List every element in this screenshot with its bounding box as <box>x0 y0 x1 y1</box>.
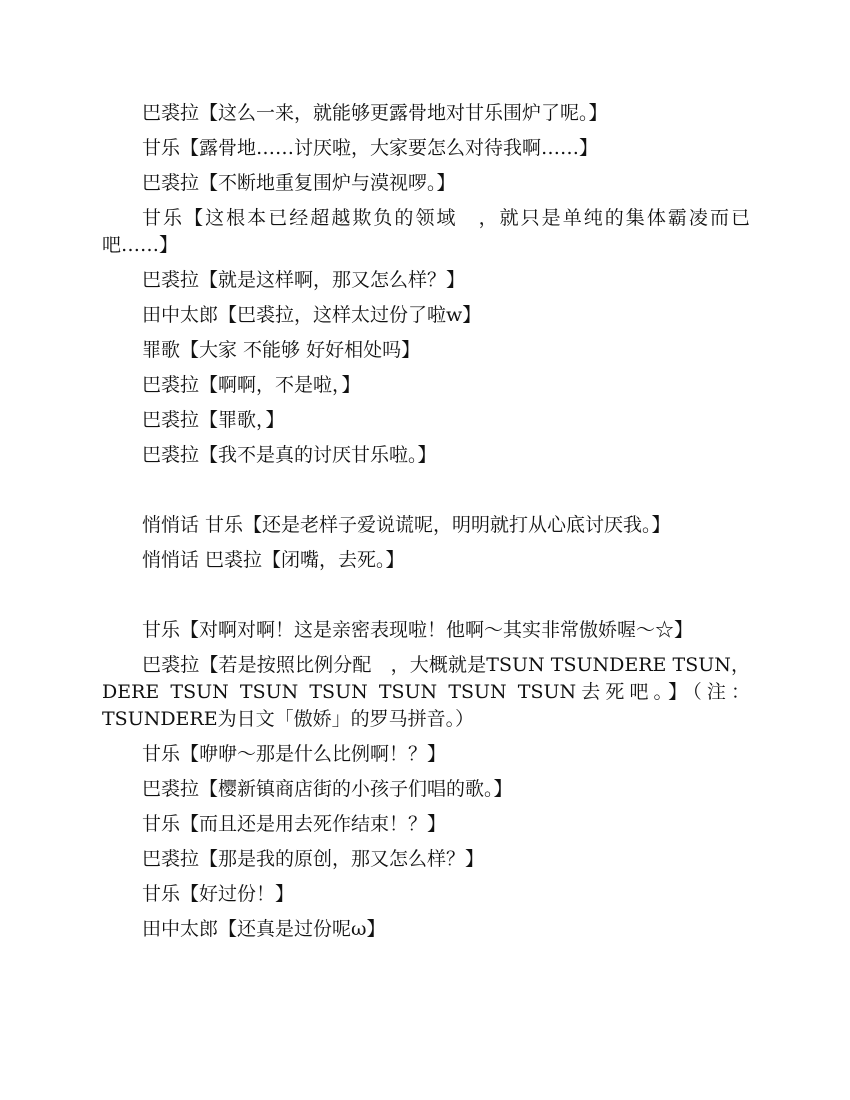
dialogue-line: 田中太郎【还真是过份呢ω】 <box>142 918 386 940</box>
dialogue-line: 巴裘拉【啊啊，不是啦，】 <box>142 374 361 396</box>
dialogue-line: 甘乐【咿咿～那是什么比例啊！？】 <box>142 743 447 765</box>
dialogue-line: 甘乐【这根本已经超越欺负的领域 ，就只是单纯的集体霸凌而已吧……】 <box>102 207 750 256</box>
dialogue-line: 巴裘拉【樱新镇商店街的小孩子们唱的歌。】 <box>142 778 513 800</box>
dialogue-line: 巴裘拉【我不是真的讨厌甘乐啦。】 <box>142 444 437 466</box>
whisper-line: 悄悄话 甘乐【还是老样子爱说谎呢，明明就打从心底讨厌我。】 <box>142 514 671 536</box>
dialogue-line: 巴裘拉【这么一来，就能够更露骨地对甘乐围炉了呢。】 <box>142 102 608 124</box>
dialogue-line: 田中太郎【巴裘拉，这样太过份了啦w】 <box>142 304 482 326</box>
paragraph-gap <box>102 473 750 508</box>
paragraph-gap <box>102 578 750 613</box>
dialogue-line: 甘乐【好过份！】 <box>142 883 295 905</box>
dialogue-line: 巴裘拉【就是这样啊，那又怎么样？】 <box>142 269 466 291</box>
dialogue-line: 巴裘拉【若是按照比例分配 ，大概就是TSUN TSUNDERE TSUN，DERE TSUN TSUN TSUN TSUN TSUN TSUN去死吧。】（注：TSUNDERE为日文「傲娇」的罗马拼音。） <box>102 654 750 730</box>
dialogue-line: 甘乐【对啊对啊！这是亲密表现啦！他啊～其实非常傲娇喔～☆】 <box>142 619 694 641</box>
dialogue-line: 甘乐【露骨地……讨厌啦，大家要怎么对待我啊……】 <box>142 137 599 159</box>
dialogue-line: 巴裘拉【不断地重复围炉与漠视啰。】 <box>142 172 456 194</box>
whisper-line: 悄悄话 巴裘拉【闭嘴，去死。】 <box>142 549 405 571</box>
dialogue-line: 罪歌【大家 不能够 好好相处吗】 <box>142 339 421 361</box>
dialogue-line: 巴裘拉【罪歌，】 <box>142 409 285 431</box>
dialogue-line: 甘乐【而且还是用去死作结束！？】 <box>142 813 447 835</box>
document-page <box>102 96 750 947</box>
dialogue-line: 巴裘拉【那是我的原创，那又怎么样？】 <box>142 848 485 870</box>
